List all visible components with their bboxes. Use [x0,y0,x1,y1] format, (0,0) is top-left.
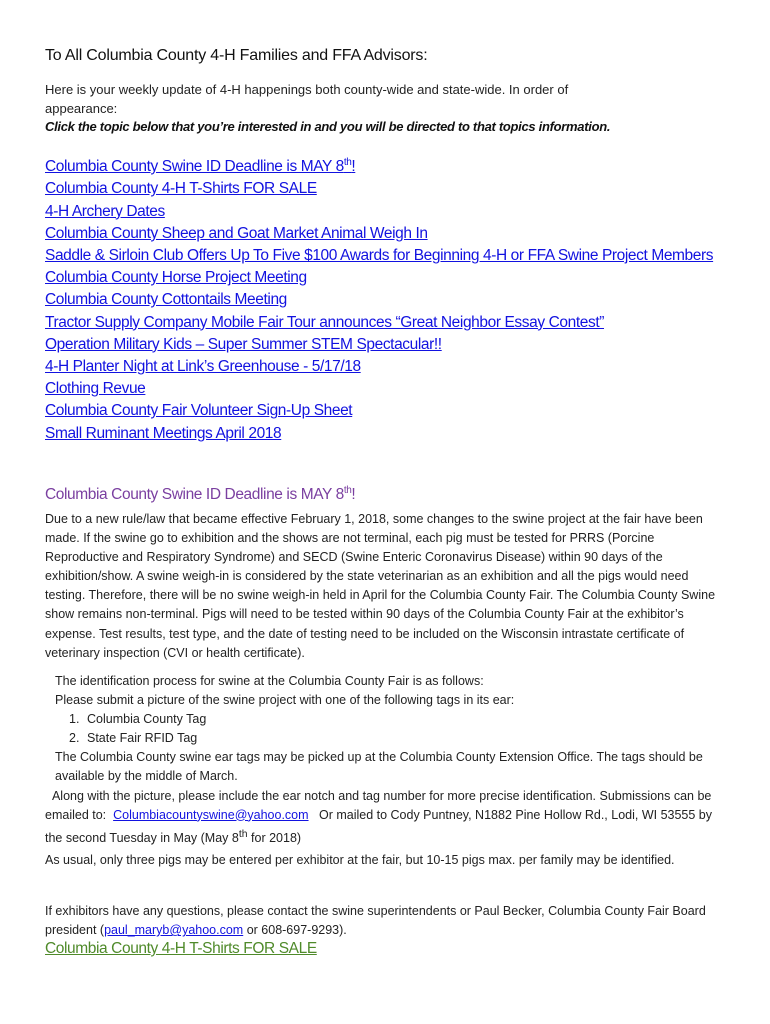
swine-email-link[interactable]: Columbiacountyswine@yahoo.com [113,807,309,822]
topic-link-tshirts[interactable]: Columbia County 4-H T-Shirts FOR SALE [45,180,317,198]
contact-email-link[interactable]: paul_maryb@yahoo.com [104,923,244,938]
topic-link-military-kids[interactable]: Operation Military Kids – Super Summer STEM Spectacular!! [45,335,442,353]
intro-text: Here is your weekly update of 4-H happenings both county-wide and state-wide. In order of appearance: [45,82,569,116]
topic-link-planter-night[interactable]: 4-H Planter Night at Link’s Greenhouse - 5/17/18 [45,357,361,375]
topic-link-small-ruminant[interactable]: Small Ruminant Meetings April 2018 [45,424,282,442]
submit-line: Please submit a picture of the swine project with one of the following tags in its ear: [55,693,515,708]
pig-limit-paragraph: As usual, only three pigs may be entered per exhibitor at the fair, but 10-15 pigs max. per family may be identified. [45,853,675,867]
list-item: 2. State Fair RFID Tag [69,731,198,746]
section-title-tshirts: Columbia County 4-H T-Shirts FOR SALE [45,940,317,957]
submission-line: Along with the picture, please include the ear notch and tag number for more precise identification. Submissions can be emailed to: Columbiacountyswine@yahoo.com Or mailed to Cody Puntney, N1882 Pine Hollow Rd., Lodi, WI 53555 by the second Tuesday in May (May 8th for 2018) [45,788,712,845]
topic-link-volunteer[interactable]: Columbia County Fair Volunteer Sign-Up Sheet [45,402,353,420]
topic-link-clothing-revue[interactable]: Clothing Revue [45,380,146,398]
eartag-line: The Columbia County swine ear tags may be picked up at the Columbia County Extension Office. The tags should be available by the middle of March. [55,750,703,784]
topic-link-swine-id[interactable]: Columbia County Swine ID Deadline is MAY 8th! [45,157,356,176]
topic-link-saddle-sirloin[interactable]: Saddle & Sirloin Club Offers Up To Five $100 Awards for Beginning 4-H or FFA Swine Project Members [45,246,714,264]
topic-list [45,152,725,445]
topic-link-horse[interactable]: Columbia County Horse Project Meeting [45,269,307,287]
swine-rule-paragraph: Due to a new rule/law that became effective February 1, 2018, some changes to the swine project at the fair have been made. If the swine go to exhibition and the shows are not terminal, each pig must be tested for PRRS (Porcine Reproductive and Respiratory Syndrome) and SECD (Swine Enteric Coronavirus Disease) within 90 days of the exhibition/show. A swine weigh-in is considered by the state veterinarian as an exhibition and all the pigs would need testing. Therefore, there will be no swine weigh-in held in April for the Columbia County Fair. The Columbia County Swine show remains non-terminal. Pigs will need to be tested within 90 days of the Columbia County Fair at the exhibitor’s expense. Test results, test type, and the date of testing need to be included on the Wisconsin intrastate certificate of veterinary inspection (CVI or health certificate). [45,512,716,660]
tag-list [45,710,725,748]
list-item: 1. Columbia County Tag [69,712,207,727]
page-heading: To All Columbia County 4-H Families and FFA Advisors: [45,47,428,64]
topic-link-sheep-goat[interactable]: Columbia County Sheep and Goat Market Animal Weigh In [45,224,428,242]
identification-process [45,672,725,848]
topic-link-tractor-supply[interactable]: Tractor Supply Company Mobile Fair Tour announces “Great Neighbor Essay Contest” [45,313,604,331]
topic-link-archery[interactable]: 4-H Archery Dates [45,202,165,220]
process-line: The identification process for swine at the Columbia County Fair is as follows: [55,674,484,688]
contact-paragraph: If exhibitors have any questions, please contact the swine superintendents or Paul Becker, Columbia County Fair Board president (paul_maryb@yahoo.com or 608-697-9293). [45,904,706,938]
topic-link-cottontails[interactable]: Columbia County Cottontails Meeting [45,291,287,309]
section-title-swine-id: Columbia County Swine ID Deadline is MAY 8th! [45,485,356,504]
instruction-text: Click the topic below that you’re interested in and you will be directed to that topics information. [45,119,611,134]
